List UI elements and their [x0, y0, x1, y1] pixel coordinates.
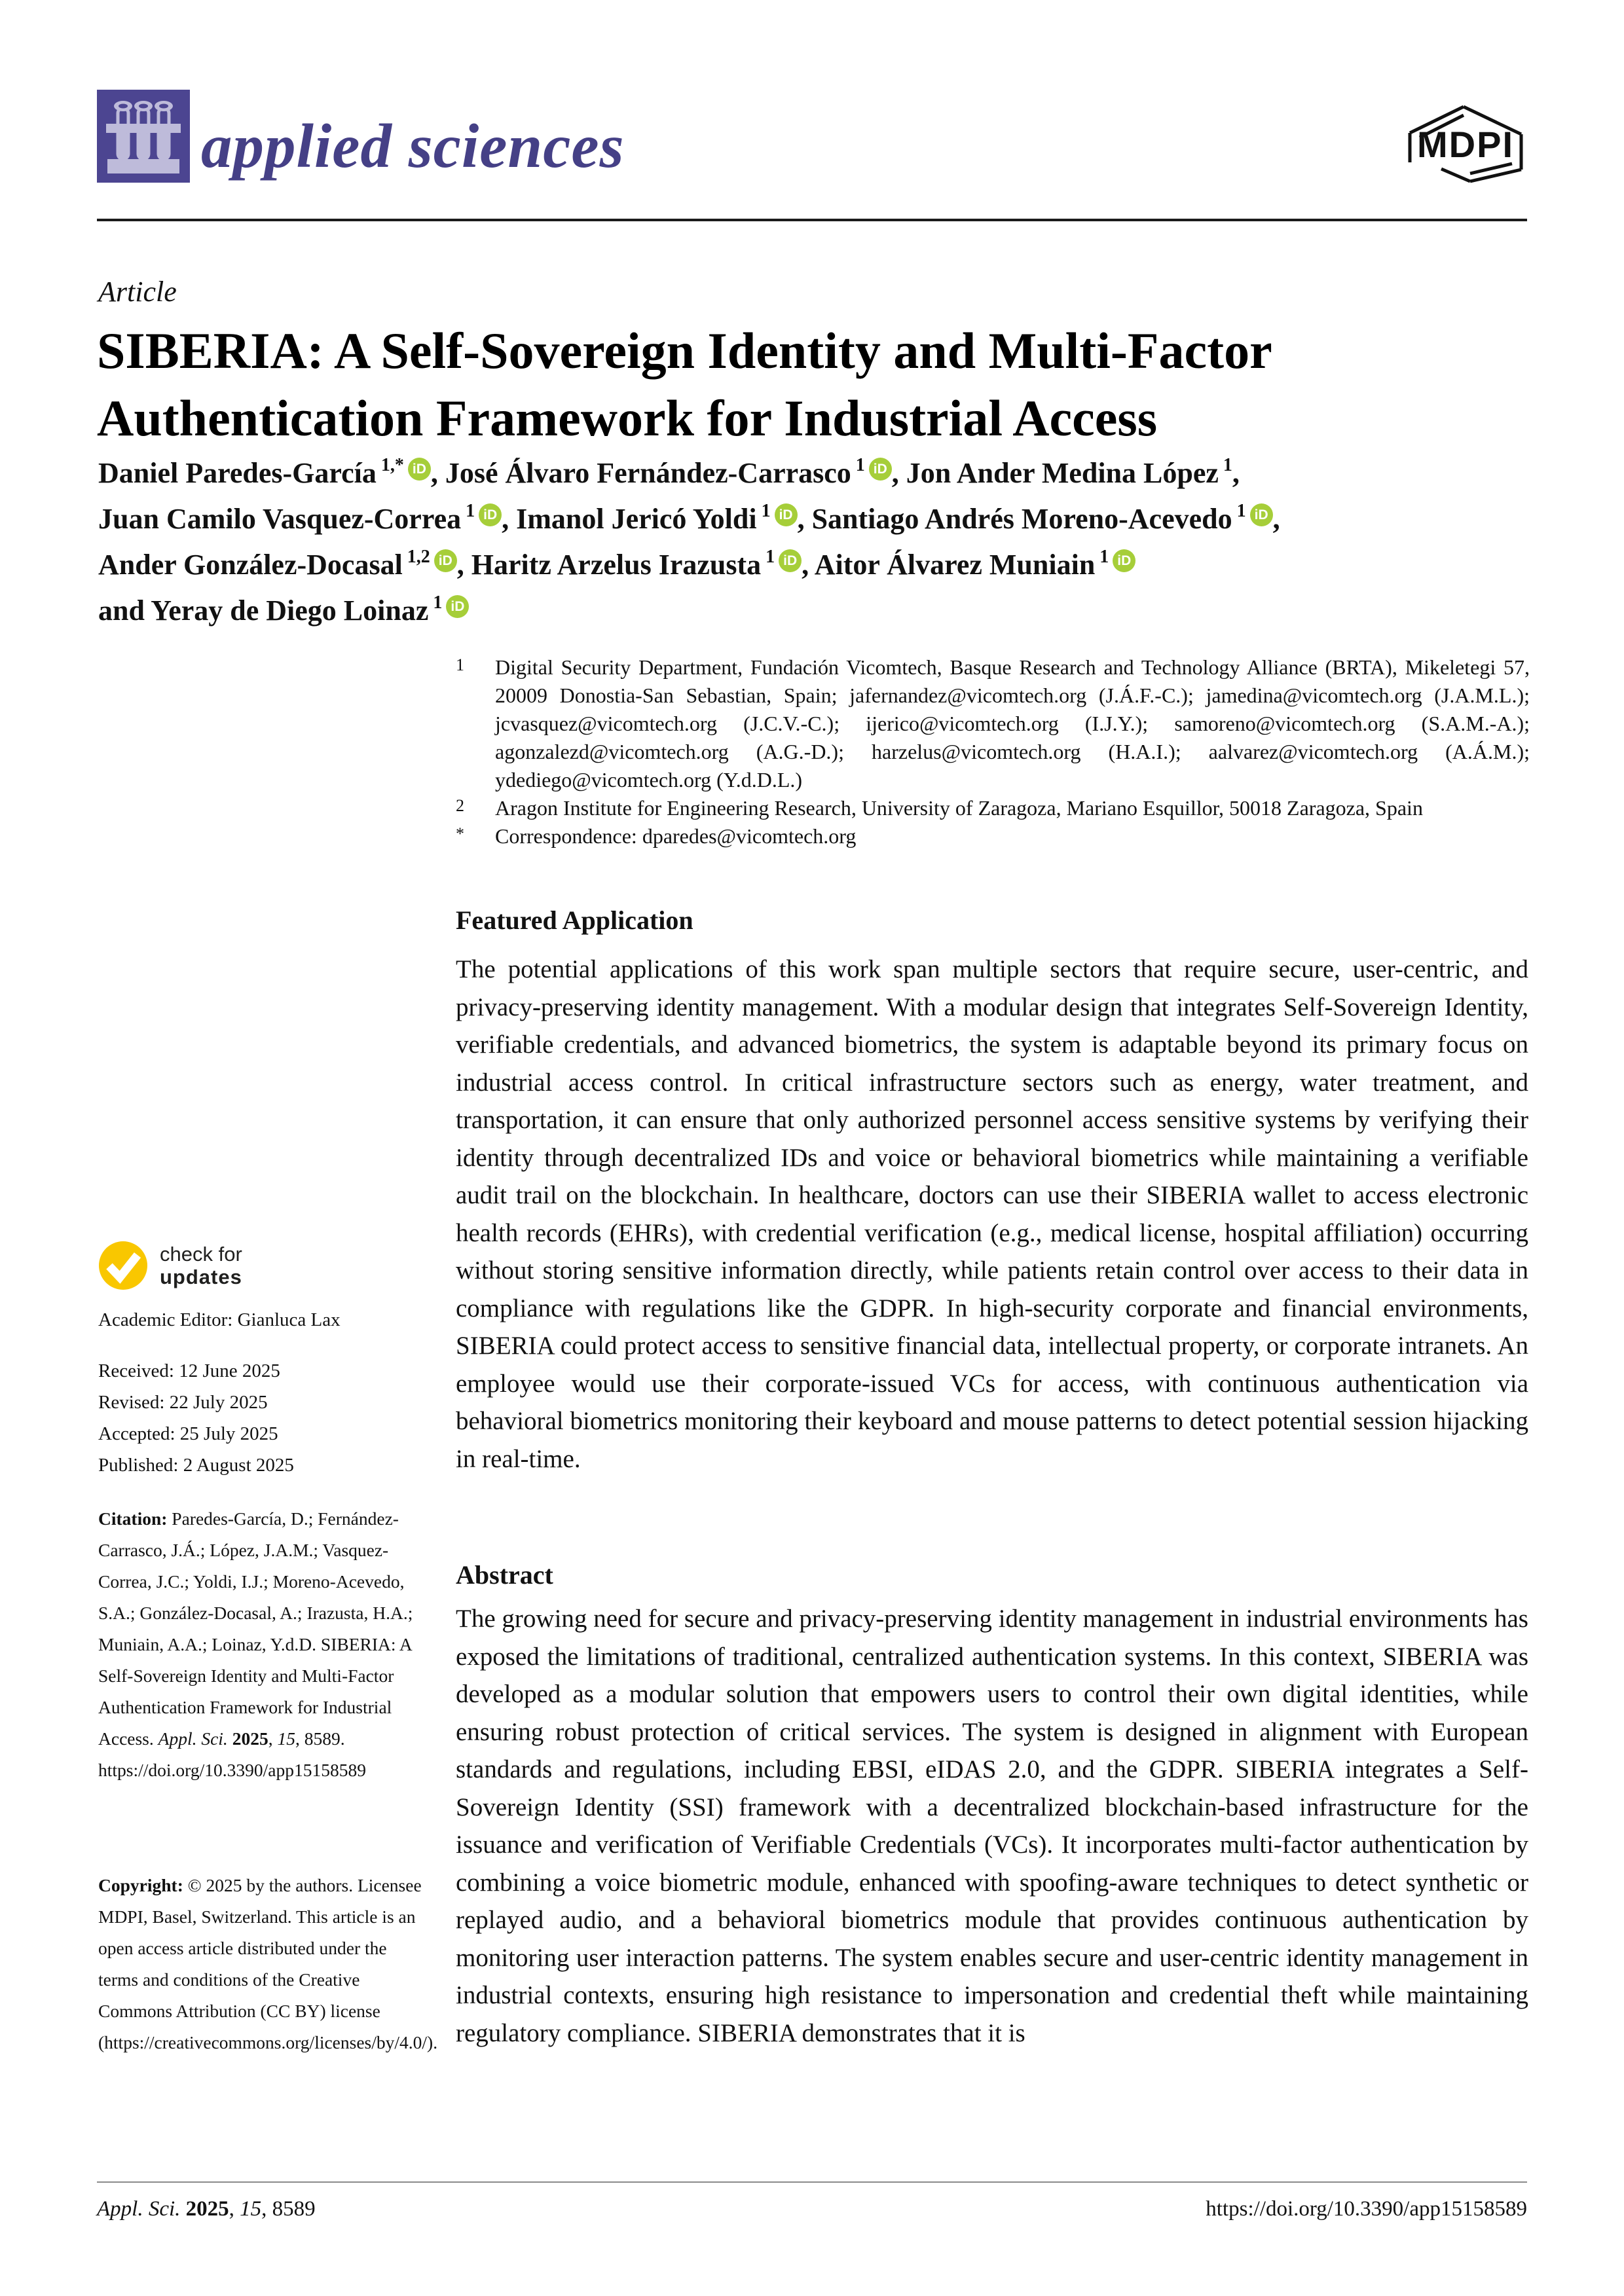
author-affil-superscript: 1 — [1236, 501, 1246, 521]
affiliation-marker: * — [456, 824, 464, 843]
date-value: 12 June 2025 — [179, 1360, 280, 1381]
footer-pages: , 8589 — [261, 2197, 316, 2221]
author-name: , — [1272, 503, 1280, 535]
page-title: SIBERIA: A Self-Sovereign Identity and Multi-Factor Authentication Framework for Industrial Access — [97, 322, 1272, 446]
author-affil-superscript: 1 — [1223, 455, 1232, 475]
orcid-icon[interactable]: iD — [869, 458, 892, 481]
author-name: Ander González-Docasal — [98, 549, 403, 581]
orcid-icon[interactable]: iD — [434, 549, 457, 572]
affiliations — [456, 653, 1530, 850]
affiliation-row — [456, 822, 1530, 850]
author-line — [98, 446, 1532, 492]
date-label: Revised: — [98, 1392, 170, 1413]
footer-rule — [97, 2181, 1527, 2183]
academic-editor-name: Gianluca Lax — [237, 1309, 341, 1330]
affiliation-marker: 2 — [456, 796, 464, 815]
affiliation-row — [456, 653, 1530, 794]
author-affil-superscript: 1,2 — [407, 547, 430, 567]
badge-line1: check for — [160, 1243, 242, 1266]
author-name: , Imanol Jericó Yoldi — [502, 503, 757, 535]
citation-doi[interactable]: , 8589. https://doi.org/10.3390/app15158589 — [98, 1728, 366, 1780]
citation-sep: , — [268, 1728, 278, 1749]
orcid-icon[interactable]: iD — [1250, 503, 1273, 526]
academic-editor — [98, 1309, 426, 1331]
author-affil-superscript: 1 — [433, 592, 443, 613]
author-lines — [98, 446, 1532, 630]
article-type-label: Article — [98, 276, 177, 308]
abstract-text: The growing need for secure and privacy-preserving identity management in industrial environments has exposed the limitations of traditional, centralized authentication systems. In this context, SIBERIA was developed as a modular solution that empowers users to control their own digital identities, while ensuring robust protection of critical services. The system is designed in alignment with European standards and regulations, including EBSI, eIDAS 2.0, and the GDPR. SIBERIA integrates a Self-Sovereign Identity (SSI) framework with a decentralized blockchain-based infrastructure for the issuance and verification of Verifiable Credentials (VCs). It incorporates multi-factor authentication by combining a voice biometric module, enhanced with spoofing-aware techniques to detect synthetic or replayed audio, and a behavioral biometrics module that provides continuous authentication by monitoring user interaction patterns. The system enables secure and user-centric identity management in industrial contexts, ensuring high resistance to impersonation and credential theft while maintaining regulatory compliance. SIBERIA demonstrates that it is — [456, 1605, 1528, 2047]
footer-journal-ref — [97, 2197, 316, 2221]
affiliation-text: Correspondence: dparedes@vicomtech.org — [495, 824, 857, 848]
orcid-icon[interactable]: iD — [775, 503, 798, 526]
date-row — [98, 1355, 426, 1387]
header-rule — [97, 219, 1527, 221]
check-for-updates-badge[interactable] — [98, 1239, 314, 1292]
journal-wordmark: applied sciences — [201, 111, 625, 181]
orcid-icon[interactable]: iD — [446, 595, 469, 618]
date-value: 22 July 2025 — [169, 1392, 268, 1413]
author-affil-superscript: 1 — [466, 501, 475, 521]
affiliation-text: Digital Security Department, Fundación Vicomtech, Basque Research and Technology Alliance (BRTA), Mikeletegi 57, 20009 Donostia-San Sebastian, Spain; jafernandez@vicomtech.org (J.Á.F.-C.); jamedina@vicomtech.org (J.A.M.L.); jcvasquez@vicomtech.org (J.C.V.-C.); ijerico@vicomtech.org (I.J.Y.); samoreno@vicomtech.org (S.A.M.-A.); agonzalezd@vicomtech.org (A.G.-D.); harzelus@vicomtech.org (H.A.I.); aalvarez@vicomtech.org (A.Á.M.); ydediego@vicomtech.org (Y.d.D.L.) — [495, 655, 1530, 792]
featured-application-heading: Featured Application — [456, 905, 693, 935]
mdpi-logo-text: MDPI — [1417, 124, 1514, 165]
affiliation-text: Aragon Institute for Engineering Research, University of Zaragoza, Mariano Esquillor, 50018 Zaragoza, Spain — [495, 796, 1423, 820]
affiliation-row — [456, 794, 1530, 822]
orcid-icon[interactable]: iD — [1113, 549, 1135, 572]
footer-volume: 15 — [240, 2197, 262, 2221]
author-affil-superscript: 1 — [855, 455, 865, 475]
author-name: , — [1232, 457, 1240, 489]
date-value: 25 July 2025 — [179, 1423, 278, 1444]
author-affil-superscript: 1 — [1099, 547, 1109, 567]
author-name: Daniel Paredes-García — [98, 457, 377, 489]
author-line — [98, 584, 1532, 630]
citation-journal: Appl. Sci. — [158, 1728, 232, 1749]
date-row — [98, 1387, 426, 1418]
date-label: Received: — [98, 1360, 179, 1381]
citation-label: Citation: — [98, 1508, 168, 1529]
date-row — [98, 1449, 426, 1481]
copyright-label: Copyright: — [98, 1875, 183, 1895]
author-name: , Aitor Álvarez Muniain — [802, 549, 1096, 581]
dates-block — [98, 1355, 426, 1481]
applied-sciences-logo-icon — [97, 90, 190, 183]
date-row — [98, 1418, 426, 1449]
author-affil-superscript: 1,* — [380, 455, 404, 475]
author-line — [98, 492, 1532, 538]
date-label: Published: — [98, 1455, 183, 1476]
featured-application-text: The potential applications of this work span multiple sectors that require secure, user-centric, and privacy-preserving identity management. With a modular design that integrates Self-Sovereign Identity, verifiable credentials, and advanced biometrics, the system is adaptable beyond its primary focus on industrial access control. In critical infrastructure sectors such as energy, water treatment, and transportation, it can ensure that only authorized personnel access sensitive systems by verifying their identity through decentralized IDs and voice or behavioral biometrics while maintaining a verifiable audit trail on the blockchain. In healthcare, doctors can use their SIBERIA wallet to access electronic health records (EHRs), with credential verification (e.g., medical license, hospital affiliation) occurring without storing sensitive information directly, while patients retain control over access to their data in compliance with regulations like the GDPR. In high-security corporate and financial environments, SIBERIA could protect access to sensitive financial data, intellectual property, or corporate intranets. An employee would use their corporate-issued VCs for access, with continuous authentication via behavioral biometrics monitoring their keyboard and mouse patterns to detect potential session hijacking in real-time. — [456, 955, 1528, 1473]
mdpi-logo-icon — [1405, 103, 1526, 185]
footer-year: 2025 — [185, 2197, 229, 2221]
copyright-block — [98, 1870, 438, 2058]
author-affil-superscript: 1 — [761, 501, 771, 521]
author-name: , Haritz Arzelus Irazusta — [456, 549, 762, 581]
citation-volume: 15 — [277, 1728, 295, 1749]
check-icon — [98, 1241, 148, 1290]
citation-body: Paredes-García, D.; Fernández-Carrasco, J.Á.; López, J.A.M.; Vasquez-Correa, J.C.; Yoldi, I.J.; Moreno-Acevedo, S.A.; González-Docasal, A.; Irazusta, H.A.; Muniain, A.A.; Loinaz, Y.d.D. SIBERIA: A Self-Sovereign Identity and Multi-Factor Authentication Framework for Industrial Access. — [98, 1508, 413, 1749]
author-name: , Santiago Andrés Moreno-Acevedo — [797, 503, 1232, 535]
footer-doi-link[interactable]: https://doi.org/10.3390/app15158589 — [1206, 2197, 1527, 2221]
author-name: and Yeray de Diego Loinaz — [98, 594, 429, 627]
abstract-heading: Abstract — [456, 1560, 553, 1590]
orcid-icon[interactable]: iD — [408, 458, 431, 481]
copyright-text: © 2025 by the authors. Licensee MDPI, Basel, Switzerland. This article is an open access article distributed under the terms and conditions of the Creative Commons Attribution (CC BY) license (https://creativecommons.org/licenses/by/4.0/). — [98, 1875, 438, 2052]
citation-year: 2025 — [232, 1728, 268, 1749]
footer-journal: Appl. Sci. — [97, 2197, 186, 2221]
badge-line2: updates — [160, 1266, 242, 1288]
orcid-icon[interactable]: iD — [779, 549, 802, 572]
affiliation-marker: 1 — [456, 655, 464, 674]
author-name: , Jon Ander Medina López — [891, 457, 1219, 489]
orcid-icon[interactable]: iD — [479, 503, 502, 526]
academic-editor-label: Academic Editor: — [98, 1309, 233, 1330]
author-affil-superscript: 1 — [766, 547, 775, 567]
citation-block — [98, 1503, 426, 1786]
date-label: Accepted: — [98, 1423, 180, 1444]
author-line — [98, 538, 1532, 584]
footer-sep: , — [229, 2197, 240, 2221]
date-value: 2 August 2025 — [183, 1455, 294, 1476]
author-name: Juan Camilo Vasquez-Correa — [98, 503, 462, 535]
author-name: , José Álvaro Fernández-Carrasco — [430, 457, 851, 489]
